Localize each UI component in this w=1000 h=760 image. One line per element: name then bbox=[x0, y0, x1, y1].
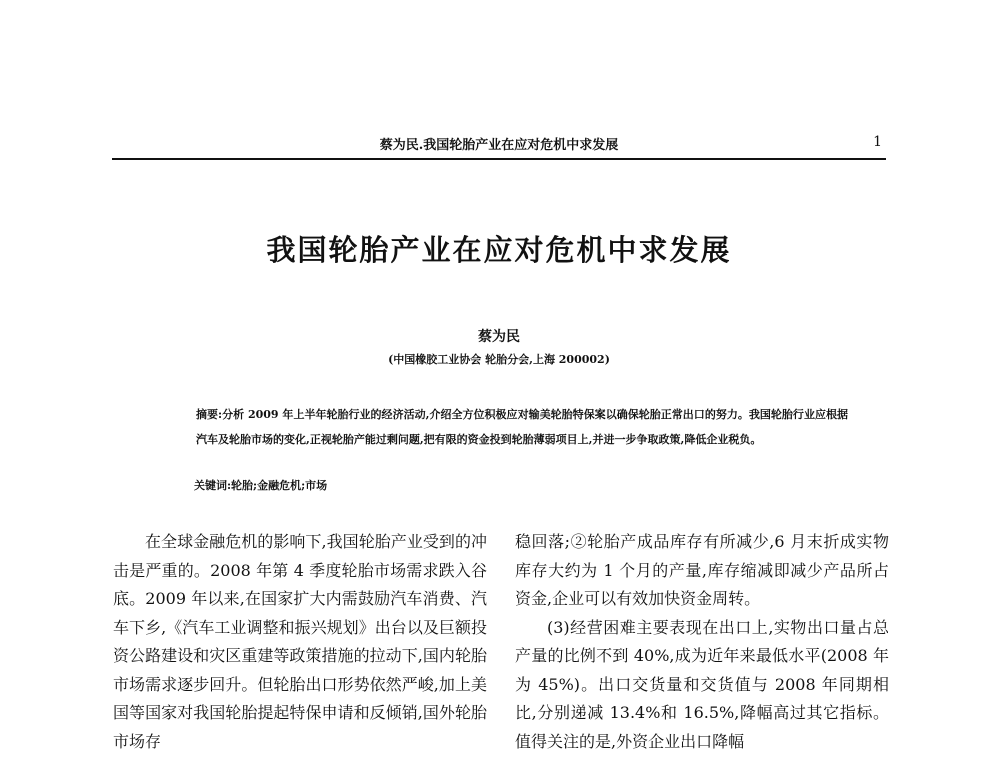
running-header bbox=[112, 130, 886, 154]
abstract bbox=[168, 402, 848, 452]
body-column-right bbox=[515, 528, 889, 756]
page-number: 1 bbox=[873, 134, 882, 150]
header-rule bbox=[112, 158, 886, 160]
body-paragraph: (3)经营困难主要表现在出口上,实物出口量占总产量的比例不到 40%,成为近年来最低水平(2008 年为 45%)。出口交货量和交货值与 2008 年同期相比,分别递减 13.4%和 16.5%,降幅高过其它指标。值得关注的是,外资企业出口降幅 bbox=[515, 617, 889, 751]
body-paragraph: 稳回落;②轮胎产成品库存有所减少,6 月末折成实物库存大约为 1 个月的产量,库存缩减即减少产品所占资金,企业可以有效加快资金周转。 bbox=[515, 532, 889, 608]
article-title: 我国轮胎产业在应对危机中求发展 bbox=[266, 233, 732, 267]
keywords: 关键词:轮胎;金融危机;市场 bbox=[194, 479, 328, 492]
body-column-left bbox=[113, 528, 487, 756]
body-paragraph: 在全球金融危机的影响下,我国轮胎产业受到的冲击是严重的。2008 年第 4 季度轮胎市场需求跌入谷底。2009 年以来,在国家扩大内需鼓励汽车消费、汽车下乡,《汽车工业调整和振兴规划》出台以及巨额投资公路建设和灾区重建等政策措施的拉动下,国内轮胎市场需求逐步回升。但轮胎出口形势依然严峻,加上美国等国家对我国轮胎提起特保申请和反倾销,国外轮胎市场存 bbox=[113, 532, 487, 751]
running-title: 蔡为民.我国轮胎产业在应对危机中求发展 bbox=[379, 138, 619, 153]
author-affiliation: (中国橡胶工业协会 轮胎分会,上海 200002) bbox=[388, 353, 610, 366]
author-name: 蔡为民 bbox=[478, 329, 520, 345]
abstract-text: 摘要:分析 2009 年上半年轮胎行业的经济活动,介绍全方位积极应对输美轮胎特保案以确保轮胎正常出口的努力。我国轮胎行业应根据汽车及轮胎市场的变化,正视轮胎产能过剩问题,把有限的资金投到轮胎薄弱项目上,并进一步争取政策,降低企业税负。 bbox=[196, 408, 848, 446]
